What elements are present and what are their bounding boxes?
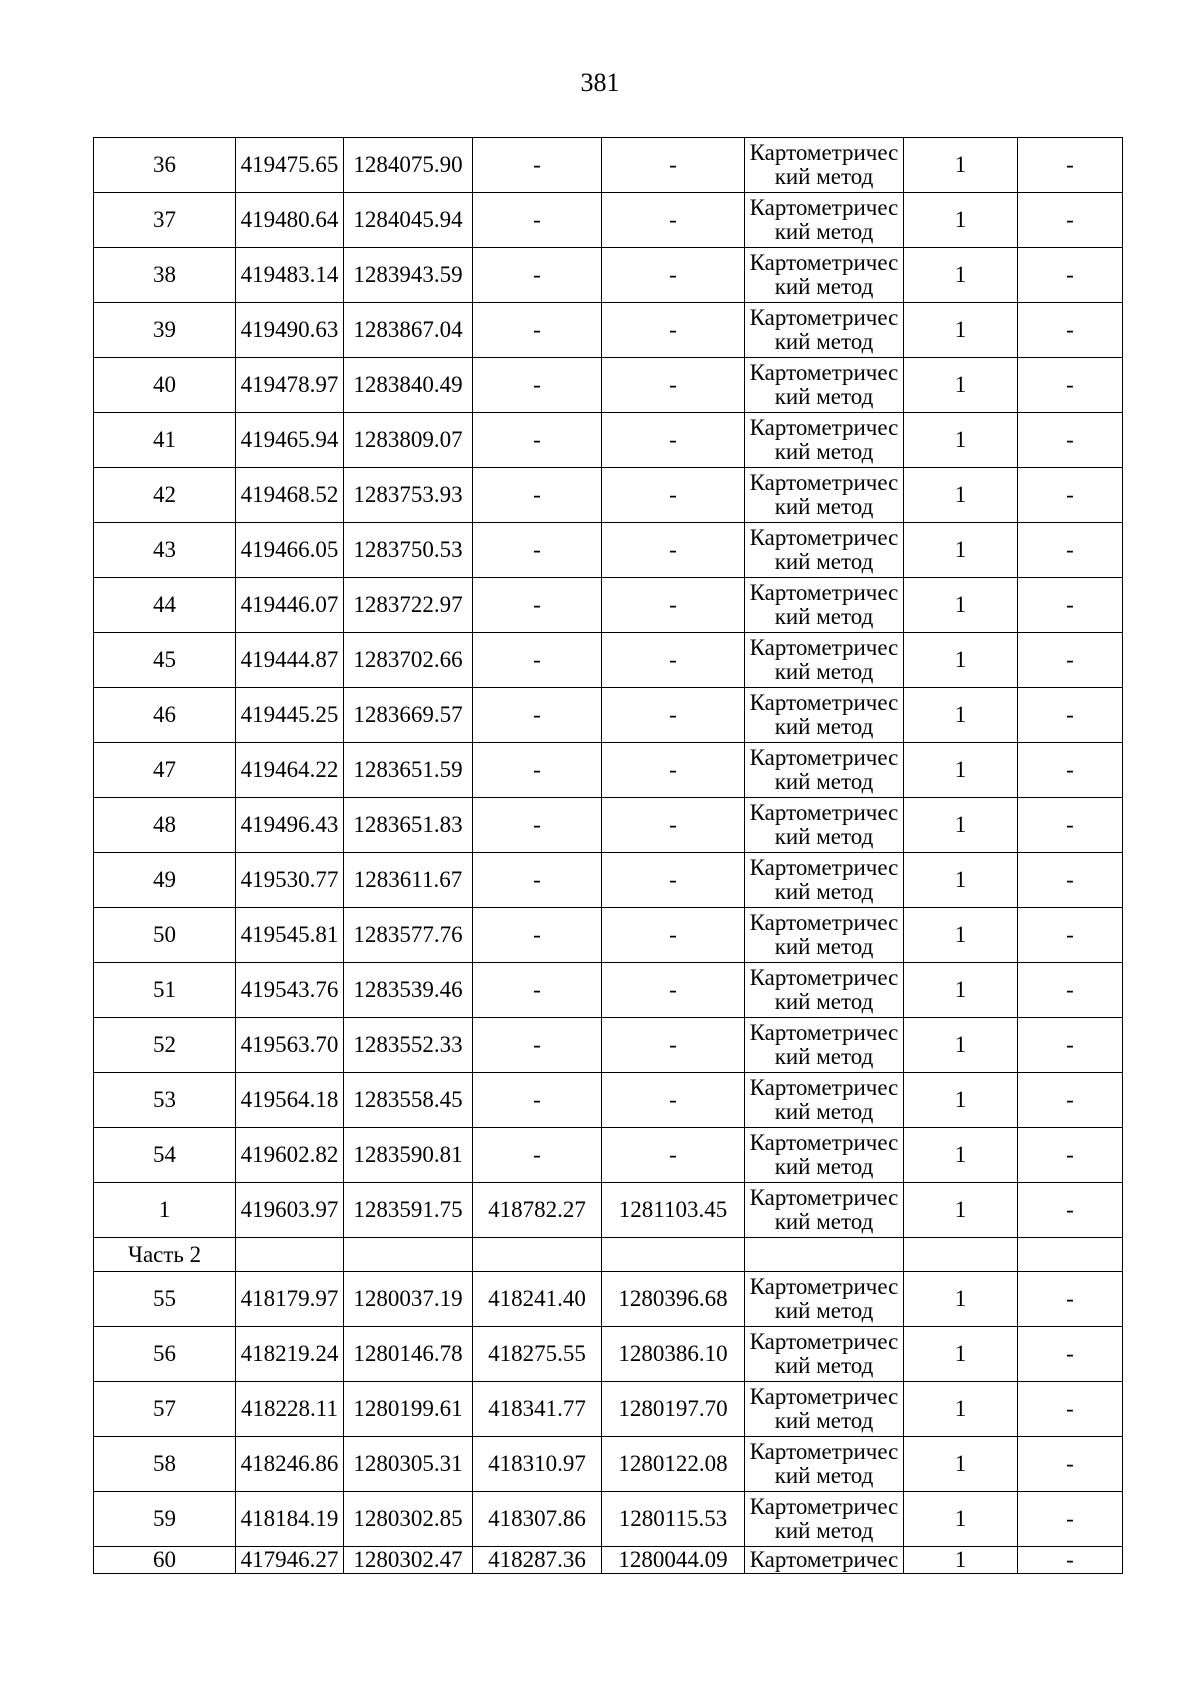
table-row <box>94 908 1123 963</box>
x2-coordinate-cell: 418310.97 <box>473 1437 602 1492</box>
x-coordinate-cell: 419496.43 <box>236 798 344 853</box>
method-cell: Картометричес <box>745 1547 904 1574</box>
method-line2: кий метод <box>774 769 874 794</box>
x2-coordinate-cell: - <box>473 523 602 578</box>
y-coordinate-cell: 1283558.45 <box>344 1073 473 1128</box>
x2-coordinate-cell: 418241.40 <box>473 1272 602 1327</box>
accuracy-cell: 1 <box>904 1128 1018 1183</box>
method-line2: кий метод <box>774 659 874 684</box>
method-cell <box>745 688 904 743</box>
y-coordinate-cell: 1284075.90 <box>344 138 473 193</box>
y-coordinate-cell: 1283591.75 <box>344 1183 473 1238</box>
method-line2: кий метод <box>774 1353 874 1378</box>
y-coordinate-cell: 1283750.53 <box>344 523 473 578</box>
note-cell: - <box>1018 1382 1123 1437</box>
point-number-cell: 43 <box>94 523 236 578</box>
table-part1-body <box>94 138 1123 1238</box>
table-row <box>94 413 1123 468</box>
method-cell <box>745 1492 904 1547</box>
x-coordinate-cell: 419480.64 <box>236 193 344 248</box>
x2-coordinate-cell: - <box>473 1128 602 1183</box>
accuracy-cell: 1 <box>904 963 1018 1018</box>
method-line2: кий метод <box>774 879 874 904</box>
method-cell <box>745 193 904 248</box>
y2-coordinate-cell: - <box>602 138 745 193</box>
y2-coordinate-cell: 1281103.45 <box>602 1183 745 1238</box>
method-line2: кий метод <box>774 714 874 739</box>
point-number-cell: 47 <box>94 743 236 798</box>
accuracy-cell: 1 <box>904 633 1018 688</box>
y-coordinate-cell: 1283651.83 <box>344 798 473 853</box>
y-coordinate-cell: 1280305.31 <box>344 1437 473 1492</box>
table-row <box>94 1547 1123 1574</box>
accuracy-cell: 1 <box>904 248 1018 303</box>
x-coordinate-cell: 417946.27 <box>236 1547 344 1574</box>
table-row <box>94 1272 1123 1327</box>
accuracy-cell: 1 <box>904 358 1018 413</box>
table-row <box>94 1073 1123 1128</box>
method-cell <box>745 1073 904 1128</box>
x2-coordinate-cell: - <box>473 908 602 963</box>
method-line2: кий метод <box>774 1463 874 1488</box>
x2-coordinate-cell: - <box>473 1018 602 1073</box>
note-cell: - <box>1018 1492 1123 1547</box>
y-coordinate-cell: 1283943.59 <box>344 248 473 303</box>
method-cell <box>745 1327 904 1382</box>
x2-coordinate-cell: - <box>473 688 602 743</box>
x-coordinate-cell: 419490.63 <box>236 303 344 358</box>
table-row <box>94 523 1123 578</box>
x-coordinate-cell: 419545.81 <box>236 908 344 963</box>
point-number-cell: 42 <box>94 468 236 523</box>
point-number-cell: 54 <box>94 1128 236 1183</box>
method-line1: Картометричес <box>749 1329 899 1354</box>
method-line1: Картометричес <box>749 250 899 275</box>
x-coordinate-cell: 419465.94 <box>236 413 344 468</box>
method-cell <box>745 798 904 853</box>
table-section-header <box>94 1238 1123 1272</box>
x2-coordinate-cell: - <box>473 413 602 468</box>
method-line1: Картометричес <box>749 195 899 220</box>
method-line1: Картометричес <box>749 305 899 330</box>
x-coordinate-cell: 418219.24 <box>236 1327 344 1382</box>
method-line2: кий метод <box>774 934 874 959</box>
point-number-cell: 48 <box>94 798 236 853</box>
point-number-cell: 1 <box>94 1183 236 1238</box>
x2-coordinate-cell: - <box>473 578 602 633</box>
accuracy-cell: 1 <box>904 468 1018 523</box>
point-number-cell: 57 <box>94 1382 236 1437</box>
table-row <box>94 743 1123 798</box>
method-line2: кий метод <box>774 1518 874 1543</box>
x-coordinate-cell: 418246.86 <box>236 1437 344 1492</box>
method-line2: кий метод <box>774 219 874 244</box>
table-row <box>94 688 1123 743</box>
y2-coordinate-cell: - <box>602 358 745 413</box>
x-coordinate-cell: 419466.05 <box>236 523 344 578</box>
point-number-cell: 51 <box>94 963 236 1018</box>
x-coordinate-cell: 419483.14 <box>236 248 344 303</box>
x2-coordinate-cell: 418307.86 <box>473 1492 602 1547</box>
empty-cell <box>904 1238 1018 1272</box>
section-row <box>94 1238 1123 1272</box>
accuracy-cell: 1 <box>904 193 1018 248</box>
table-row <box>94 468 1123 523</box>
method-line1: Картометричес <box>749 965 899 990</box>
method-line2: кий метод <box>774 1099 874 1124</box>
method-cell <box>745 1437 904 1492</box>
method-line1: Картометричес <box>749 1130 899 1155</box>
method-cell <box>745 413 904 468</box>
x2-coordinate-cell: - <box>473 963 602 1018</box>
y2-coordinate-cell: 1280386.10 <box>602 1327 745 1382</box>
x-coordinate-cell: 419464.22 <box>236 743 344 798</box>
point-number-cell: 38 <box>94 248 236 303</box>
y2-coordinate-cell: - <box>602 193 745 248</box>
section-label: Часть 2 <box>94 1238 236 1272</box>
point-number-cell: 50 <box>94 908 236 963</box>
note-cell: - <box>1018 1437 1123 1492</box>
x2-coordinate-cell: - <box>473 358 602 413</box>
table-row <box>94 1327 1123 1382</box>
point-number-cell: 60 <box>94 1547 236 1574</box>
method-cell <box>745 578 904 633</box>
accuracy-cell: 1 <box>904 1382 1018 1437</box>
empty-cell <box>745 1238 904 1272</box>
method-cell <box>745 358 904 413</box>
point-number-cell: 36 <box>94 138 236 193</box>
y-coordinate-cell: 1280302.85 <box>344 1492 473 1547</box>
y2-coordinate-cell: - <box>602 853 745 908</box>
y2-coordinate-cell: 1280044.09 <box>602 1547 745 1574</box>
x2-coordinate-cell: - <box>473 633 602 688</box>
method-cell <box>745 853 904 908</box>
note-cell: - <box>1018 743 1123 798</box>
accuracy-cell: 1 <box>904 798 1018 853</box>
y2-coordinate-cell: 1280115.53 <box>602 1492 745 1547</box>
method-cell <box>745 303 904 358</box>
x-coordinate-cell: 418184.19 <box>236 1492 344 1547</box>
method-cell <box>745 1128 904 1183</box>
y-coordinate-cell: 1283809.07 <box>344 413 473 468</box>
y2-coordinate-cell: - <box>602 798 745 853</box>
note-cell: - <box>1018 413 1123 468</box>
accuracy-cell: 1 <box>904 303 1018 358</box>
table-row <box>94 138 1123 193</box>
method-line1: Картометричес <box>749 1384 899 1409</box>
method-cell <box>745 248 904 303</box>
accuracy-cell: 1 <box>904 1018 1018 1073</box>
note-cell: - <box>1018 303 1123 358</box>
y2-coordinate-cell: - <box>602 248 745 303</box>
x-coordinate-cell: 419603.97 <box>236 1183 344 1238</box>
y-coordinate-cell: 1284045.94 <box>344 193 473 248</box>
method-line1: Картометричес <box>749 140 899 165</box>
accuracy-cell: 1 <box>904 1492 1018 1547</box>
accuracy-cell: 1 <box>904 853 1018 908</box>
method-line2: кий метод <box>774 494 874 519</box>
table-row <box>94 303 1123 358</box>
y-coordinate-cell: 1280302.47 <box>344 1547 473 1574</box>
method-line1: Картометричес <box>749 690 899 715</box>
note-cell: - <box>1018 633 1123 688</box>
table-row <box>94 248 1123 303</box>
method-line2: кий метод <box>774 1044 874 1069</box>
y-coordinate-cell: 1283539.46 <box>344 963 473 1018</box>
method-line1: Картометричес <box>749 580 899 605</box>
x-coordinate-cell: 419475.65 <box>236 138 344 193</box>
table-row <box>94 1183 1123 1238</box>
y2-coordinate-cell: - <box>602 743 745 798</box>
x-coordinate-cell: 419446.07 <box>236 578 344 633</box>
table-row <box>94 798 1123 853</box>
point-number-cell: 59 <box>94 1492 236 1547</box>
y-coordinate-cell: 1280146.78 <box>344 1327 473 1382</box>
x2-coordinate-cell: - <box>473 303 602 358</box>
method-line2: кий метод <box>774 439 874 464</box>
y-coordinate-cell: 1283840.49 <box>344 358 473 413</box>
accuracy-cell: 1 <box>904 1327 1018 1382</box>
note-cell: - <box>1018 908 1123 963</box>
point-number-cell: 41 <box>94 413 236 468</box>
note-cell: - <box>1018 1128 1123 1183</box>
note-cell: - <box>1018 1018 1123 1073</box>
table-row <box>94 853 1123 908</box>
method-cell <box>745 523 904 578</box>
method-line1: Картометричес <box>749 525 899 550</box>
method-line1: Картометричес <box>749 910 899 935</box>
table-row <box>94 358 1123 413</box>
y2-coordinate-cell: - <box>602 908 745 963</box>
method-line2: кий метод <box>774 274 874 299</box>
y-coordinate-cell: 1283722.97 <box>344 578 473 633</box>
accuracy-cell: 1 <box>904 688 1018 743</box>
y-coordinate-cell: 1283651.59 <box>344 743 473 798</box>
method-line2: кий метод <box>774 164 874 189</box>
x2-coordinate-cell: - <box>473 798 602 853</box>
note-cell: - <box>1018 578 1123 633</box>
point-number-cell: 40 <box>94 358 236 413</box>
note-cell: - <box>1018 1073 1123 1128</box>
point-number-cell: 44 <box>94 578 236 633</box>
accuracy-cell: 1 <box>904 743 1018 798</box>
x-coordinate-cell: 419444.87 <box>236 633 344 688</box>
point-number-cell: 53 <box>94 1073 236 1128</box>
coordinates-table <box>93 137 1123 1574</box>
y-coordinate-cell: 1280199.61 <box>344 1382 473 1437</box>
method-cell <box>745 1183 904 1238</box>
y-coordinate-cell: 1283552.33 <box>344 1018 473 1073</box>
y2-coordinate-cell: - <box>602 963 745 1018</box>
method-cell <box>745 468 904 523</box>
y2-coordinate-cell: - <box>602 468 745 523</box>
y2-coordinate-cell: - <box>602 688 745 743</box>
method-cell <box>745 1018 904 1073</box>
method-line1: Картометричес <box>749 745 899 770</box>
note-cell: - <box>1018 1547 1123 1574</box>
x2-coordinate-cell: 418341.77 <box>473 1382 602 1437</box>
accuracy-cell: 1 <box>904 1437 1018 1492</box>
method-line2: кий метод <box>774 989 874 1014</box>
accuracy-cell: 1 <box>904 1272 1018 1327</box>
x2-coordinate-cell: 418275.55 <box>473 1327 602 1382</box>
y2-coordinate-cell: - <box>602 633 745 688</box>
point-number-cell: 46 <box>94 688 236 743</box>
y-coordinate-cell: 1283753.93 <box>344 468 473 523</box>
y2-coordinate-cell: - <box>602 1073 745 1128</box>
empty-cell <box>344 1238 473 1272</box>
method-line1: Картометричес <box>749 635 899 660</box>
empty-cell <box>1018 1238 1123 1272</box>
method-line1: Картометричес <box>749 855 899 880</box>
x-coordinate-cell: 419602.82 <box>236 1128 344 1183</box>
method-line2: кий метод <box>774 549 874 574</box>
method-line2: кий метод <box>774 824 874 849</box>
x2-coordinate-cell: - <box>473 468 602 523</box>
y-coordinate-cell: 1283577.76 <box>344 908 473 963</box>
note-cell: - <box>1018 138 1123 193</box>
y2-coordinate-cell: 1280122.08 <box>602 1437 745 1492</box>
method-line2: кий метод <box>774 604 874 629</box>
note-cell: - <box>1018 798 1123 853</box>
note-cell: - <box>1018 468 1123 523</box>
point-number-cell: 56 <box>94 1327 236 1382</box>
y-coordinate-cell: 1283590.81 <box>344 1128 473 1183</box>
note-cell: - <box>1018 523 1123 578</box>
x2-coordinate-cell: - <box>473 138 602 193</box>
point-number-cell: 55 <box>94 1272 236 1327</box>
x-coordinate-cell: 418179.97 <box>236 1272 344 1327</box>
table-row <box>94 1492 1123 1547</box>
note-cell: - <box>1018 358 1123 413</box>
table-row <box>94 1018 1123 1073</box>
method-line1: Картометричес <box>749 800 899 825</box>
method-line1: Картометричес <box>749 360 899 385</box>
table-row <box>94 193 1123 248</box>
point-number-cell: 49 <box>94 853 236 908</box>
accuracy-cell: 1 <box>904 138 1018 193</box>
x-coordinate-cell: 418228.11 <box>236 1382 344 1437</box>
method-line1: Картометричес <box>749 1185 899 1210</box>
empty-cell <box>602 1238 745 1272</box>
table-row <box>94 633 1123 688</box>
y2-coordinate-cell: - <box>602 303 745 358</box>
point-number-cell: 37 <box>94 193 236 248</box>
y2-coordinate-cell: - <box>602 523 745 578</box>
method-line2: кий метод <box>774 329 874 354</box>
accuracy-cell: 1 <box>904 523 1018 578</box>
x2-coordinate-cell: - <box>473 743 602 798</box>
method-line2: кий метод <box>774 1408 874 1433</box>
empty-cell <box>473 1238 602 1272</box>
point-number-cell: 52 <box>94 1018 236 1073</box>
accuracy-cell: 1 <box>904 1547 1018 1574</box>
method-cell <box>745 633 904 688</box>
method-line1: Картометричес <box>749 1020 899 1045</box>
x-coordinate-cell: 419478.97 <box>236 358 344 413</box>
method-line1: Картометричес <box>749 1494 899 1519</box>
empty-cell <box>236 1238 344 1272</box>
y2-coordinate-cell: 1280396.68 <box>602 1272 745 1327</box>
x-coordinate-cell: 419530.77 <box>236 853 344 908</box>
accuracy-cell: 1 <box>904 1073 1018 1128</box>
y-coordinate-cell: 1280037.19 <box>344 1272 473 1327</box>
method-line1: Картометричес <box>749 415 899 440</box>
method-line2: кий метод <box>774 1298 874 1323</box>
note-cell: - <box>1018 248 1123 303</box>
x-coordinate-cell: 419468.52 <box>236 468 344 523</box>
y-coordinate-cell: 1283611.67 <box>344 853 473 908</box>
accuracy-cell: 1 <box>904 1183 1018 1238</box>
table-part2-body <box>94 1272 1123 1547</box>
accuracy-cell: 1 <box>904 908 1018 963</box>
note-cell: - <box>1018 1183 1123 1238</box>
method-cell <box>745 743 904 798</box>
table-last-body <box>94 1547 1123 1574</box>
x2-coordinate-cell: - <box>473 193 602 248</box>
y2-coordinate-cell: - <box>602 578 745 633</box>
x-coordinate-cell: 419445.25 <box>236 688 344 743</box>
method-cell <box>745 1272 904 1327</box>
method-line2: кий метод <box>774 1209 874 1234</box>
accuracy-cell: 1 <box>904 413 1018 468</box>
x2-coordinate-cell: - <box>473 248 602 303</box>
note-cell: - <box>1018 853 1123 908</box>
y2-coordinate-cell: 1280197.70 <box>602 1382 745 1437</box>
method-line1: Картометричес <box>749 1274 899 1299</box>
x-coordinate-cell: 419543.76 <box>236 963 344 1018</box>
y2-coordinate-cell: - <box>602 1018 745 1073</box>
y-coordinate-cell: 1283669.57 <box>344 688 473 743</box>
method-cell <box>745 1382 904 1437</box>
y-coordinate-cell: 1283702.66 <box>344 633 473 688</box>
note-cell: - <box>1018 193 1123 248</box>
method-cell <box>745 908 904 963</box>
method-line1: Картометричес <box>749 1075 899 1100</box>
x2-coordinate-cell: 418782.27 <box>473 1183 602 1238</box>
table-row <box>94 963 1123 1018</box>
table-row <box>94 1382 1123 1437</box>
method-line1: Картометричес <box>749 1439 899 1464</box>
y-coordinate-cell: 1283867.04 <box>344 303 473 358</box>
note-cell: - <box>1018 963 1123 1018</box>
note-cell: - <box>1018 688 1123 743</box>
point-number-cell: 45 <box>94 633 236 688</box>
x2-coordinate-cell: - <box>473 1073 602 1128</box>
y2-coordinate-cell: - <box>602 413 745 468</box>
method-cell <box>745 138 904 193</box>
x2-coordinate-cell: - <box>473 853 602 908</box>
page-number: 381 <box>580 68 620 97</box>
method-line2: кий метод <box>774 1154 874 1179</box>
x-coordinate-cell: 419564.18 <box>236 1073 344 1128</box>
note-cell: - <box>1018 1327 1123 1382</box>
method-line2: кий метод <box>774 384 874 409</box>
method-cell <box>745 963 904 1018</box>
note-cell: - <box>1018 1272 1123 1327</box>
table-row <box>94 1128 1123 1183</box>
table-row <box>94 1437 1123 1492</box>
y2-coordinate-cell: - <box>602 1128 745 1183</box>
x2-coordinate-cell: 418287.36 <box>473 1547 602 1574</box>
table-row <box>94 578 1123 633</box>
x-coordinate-cell: 419563.70 <box>236 1018 344 1073</box>
accuracy-cell: 1 <box>904 578 1018 633</box>
point-number-cell: 58 <box>94 1437 236 1492</box>
point-number-cell: 39 <box>94 303 236 358</box>
method-line1: Картометричес <box>749 470 899 495</box>
